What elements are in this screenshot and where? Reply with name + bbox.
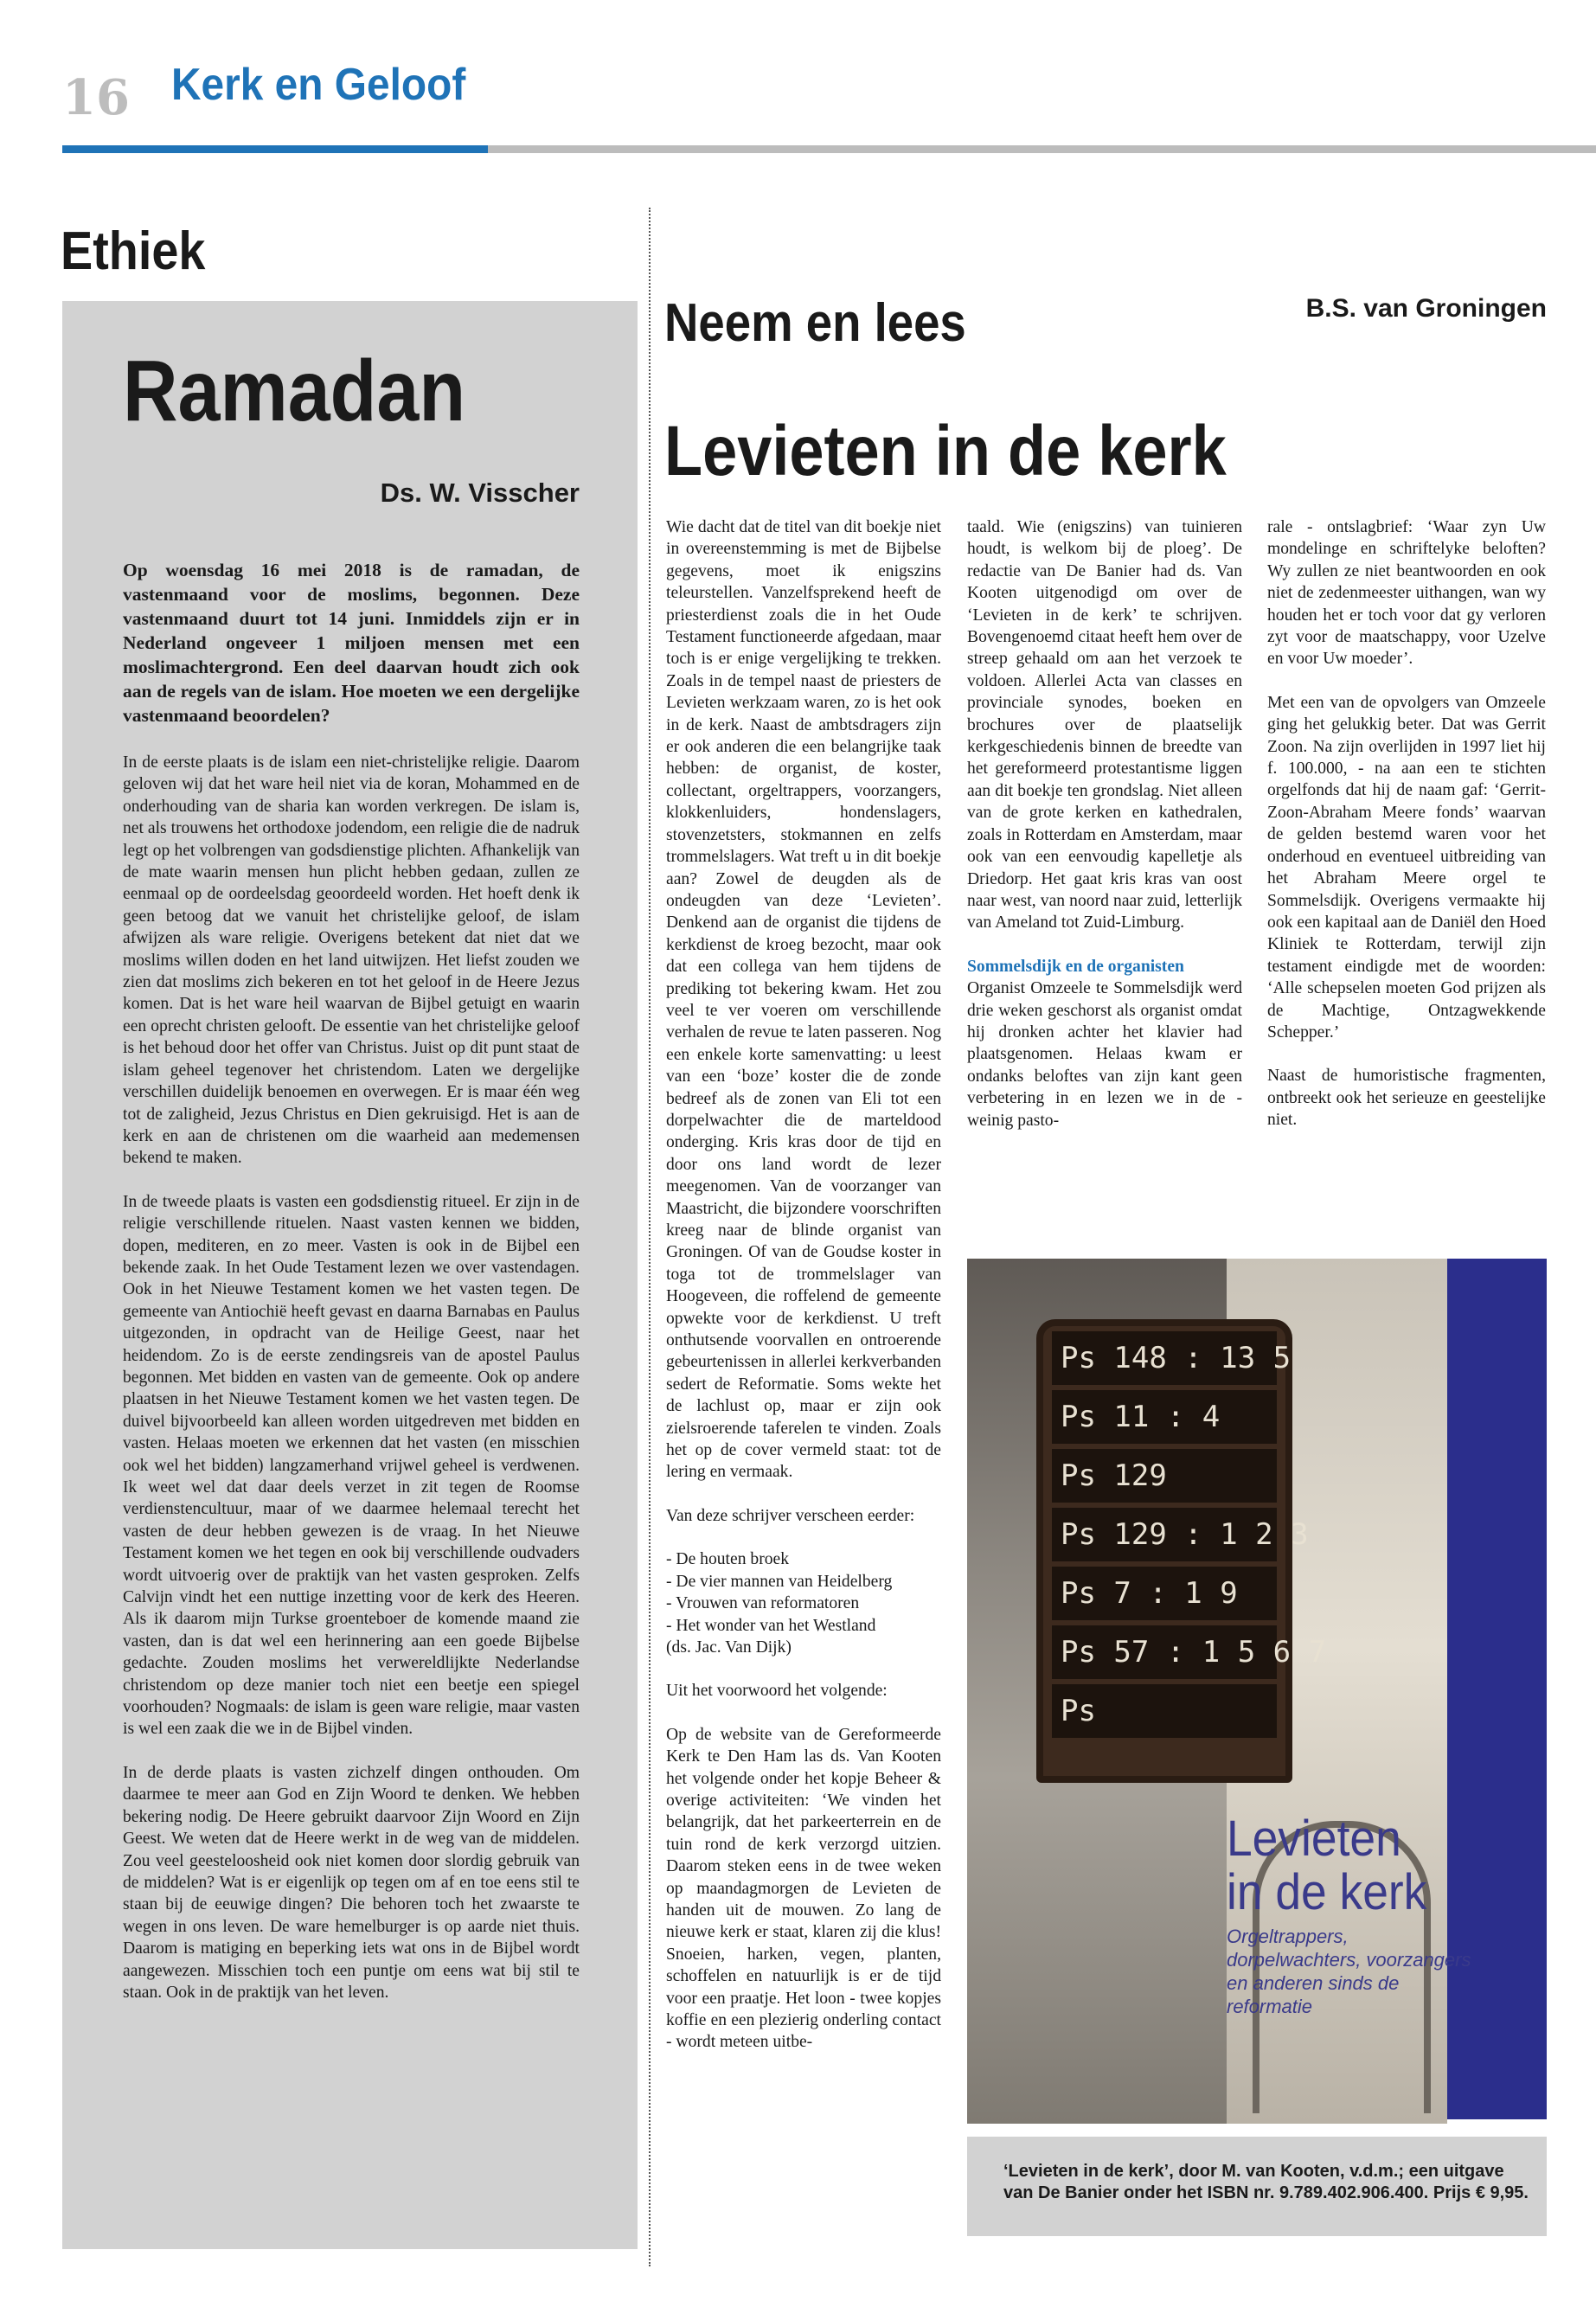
article-author-ramadan: Ds. W. Visscher [380,478,580,508]
book-item: - De vier mannen van Heidelberg [666,1572,893,1591]
levieten-column-3 [1267,516,1546,1153]
ethiek-paragraph: In de eerste plaats is de islam een niet-christelijke religie. Daarom geloven wij dat het ware heil niet via de koran, Mohammed en de onderhouding van de sharia kan worden verkregen. De islam is, net als trouwens het orthodoxe jodendom, een religie die de nadruk legt op het volbrengen van godsdienstige plichten. Afhankelijk van de mate waarin mensen hun plicht hebben gedaan, zullen ze eenmaal op de oordeelsdag geoordeeld worden. Het hoeft denk ik geen betoog dat we vanuit het christelijke geloof, de islam afwijzen als ware religie. Overigens betekent dat niet dat we moslims willen doden en het land uitwijzen. Het liefst zouden we zien dat moslims zich bekeren en tot het geloof in de Heere Jezus komen. Dat is het ware heil waarvan de Bijbel getuigt en waarin een oprecht christen gelooft. De essentie van het christelijke geloof is het behoud door het offer van Christus. Juist op dit punt staat de islam geheel tegenover het christendom. Laten we dergelijke verschillen duidelijk benoemen en overwegen. Er is maar één weg tot de zaligheid, Jezus Christus en Dien gekruisigd. Het is aan de kerk en aan de christenen om die waarheid aan medemensen bekend te maken. [123,753,580,1168]
levieten-paragraph: rale - ontslagbrief: ‘Waar zyn Uw mondelinge en schriftelyke beloften? Wy zullen ze niet beantwoorden en ook niet de zedenmeester uithangen, wan wy houden het er toch voor dat gy verloren zyt voor de maatschappy, voor Uzelve en voor Uw moeder’. [1267,518,1546,669]
article-author-levieten: B.S. van Groningen [1305,294,1547,323]
psalm-board [1036,1319,1327,1783]
psalm-row: Ps 148 : 13 5 [1052,1331,1277,1385]
book-cover-image [967,1259,1547,2119]
subhead-text: Sommelsdijk en de organisten [967,957,1184,976]
header-rule [488,145,1596,153]
ethiek-paragraph: In de derde plaats is vasten zichzelf dingen onthouden. Om daarmee te meer aan God en Zijn Woord te denken. We hebben bekering nodig. De Heere gebruikt daarvoor Zijn Woord en Zijn Geest. We weten dat de Heere werkt in de weg van de middelen. Zou veel geesteloosheid ook niet komen door slordig gebruik van de middelen? Wat is er eigenlijk op tegen om af en toe eens stil te staan bij de eeuwige dingen? Die behoren toch het zwaarste te wegen in ons leven. De ware hemelburger is op aarde niet thuis. Daarom is matiging en beperking iets wat ons in de Bijbel wordt aangewezen. Misschien toch een puntje om eens wat bij stil te staan. Ook in de praktijk van het leven. [123,1763,580,2002]
levieten-paragraph: Uit het voorwoord het volgende: [666,1682,888,1701]
book-list [666,1548,941,1658]
levieten-paragraph: Wie dacht dat de titel van dit boekje niet in overeenstemming is met de Bijbelse gegevens, moet ik enigszins teleurstellen. Vanzelfsprekend heeft de priesterdienst zoals die in het Oude Testament functioneerde afgedaan, maar toch is er enige vergelijking te trekken. Zoals in de tempel naast de priesters de Levieten werkzaam waren, zo is het ook in de kerk. Naast de ambtsdragers zijn er ook anderen die een belangrijke taak hebben: de organist, de koster, collectant, orgeltrappers, voorzangers, klokkenluiders, hondenslagers, stovenzetsters, stokmannen en zelfs trommelslagers. Wat treft u in dit boekje aan? Zowel de deugden als de ondeugden van deze ‘Levieten’. Denkend aan de organist die tijdens de kerkdienst de kroeg bezocht, maar ook dat een collega van hem tijdens de prediking tot bekering kwam. Het zou veel te ver voeren om verschillende verhalen de revue te laten passeren. Nog een enkele korte samenvatting: u leest van een ‘boze’ koster die de zonde bedreef als de zonen van Eli tot een dorpelwachter die de marteldood onderging. Kris kras door de tijd en door ons land wordt de lezer meegenomen. Van de voorzanger van Maastricht, die bijzondere voorschriften kreeg naar de blinde organist van Groningen. Of van de Goudse koster in toga tot de trommelslager van Hoogeveen, die roffelend de gemeente opwekte voor de kerkdienst. U treft onthutsende voorvallen en ontroerende gebeurtenissen in allerlei kerkverbanden sedert de Reformatie. Soms wekte het de lachlust op, maar er zijn ook zielsroerende taferelen te vinden. Zoals het op de cover vermeld staat: tot de lering en vermaak. [666,518,941,1482]
levieten-paragraph: Naast de humoristische fragmenten, ontbreekt ook het serieuze en geestelijke niet. [1267,1067,1546,1130]
psalm-row: Ps 129 : 1 2 3 [1052,1508,1277,1561]
levieten-paragraph: Met een van de opvolgers van Omzeele ging het gelukkig beter. Dat was Gerrit Zoon. Na zijn overlijden in 1997 liet hij f. 100.000, - na aan een te stichten orgelfonds dat hij de naam gaf: ‘Gerrit-Zoon-Abraham Meere fonds’ waarvan de gelden bestemd waren voor het onderhoud en eventueel uitbreiding van het Abraham Meere orgel te Sommelsdijk. Overigens vermaakte hij ook een kapitaal aan de Daniël den Hoed Kliniek te Rotterdam, terwijl zijn testament eindigde met de woorden: ‘Alle schepselen moeten God prijzen als de Machtige, Ontzagwekkende Schepper.’ [1267,693,1546,1042]
levieten-paragraph: Van deze schrijver verscheen eerder: [666,1506,915,1525]
levieten-paragraph: Organist Omzeele te Sommelsdijk werd drie weken geschorst als organist omdat hij dronken achter het klavier had plaatsgenomen. Helaas kwam er ondanks beloftes van zijn kant geen verbetering in en lezen we in de - weinig pasto- [967,979,1242,1130]
book-item: (ds. Jac. Van Dijk) [666,1638,792,1657]
cover-title-line: in de kerk [1227,1864,1427,1920]
header-rule-accent [62,145,488,153]
article-title-levieten: Levieten in de kerk [664,412,1227,490]
psalm-row: Ps 57 : 1 5 6 7 [1052,1625,1277,1679]
section-title: Kerk en Geloof [171,60,466,110]
book-item: - Vrouwen van reformatoren [666,1594,860,1613]
psalm-row: Ps 11 : 4 [1052,1390,1277,1444]
levieten-paragraph: Op de website van de Gereformeerde Kerk te Den Ham las ds. Van Kooten het volgende onder het kopje Beheer & overige activiteiten: ‘We vinden het belangrijk, dat het parkeerterrein en de tuin rond de kerk verzorgd uitzien. Daarom steken eens in de twee weken op maandagmorgen de Levieten de handen uit de mouwen. Zo lang de nieuwe kerk er staat, klaren zij die klus! Snoeien, harken, vegen, planten, schoffelen en natuurlijk is er de tijd voor een praatje. Het loon - twee kopjes koffie en een plezierig onderling contact - wordt meteen uitbe- [666,1725,941,2052]
cover-caption: ‘Levieten in de kerk’, door M. van Kooten, v.d.m.; een uitgave van De Banier onder het ISBN nr. 9.789.402.906.400. Prijs € 9,95. [1003,2162,1529,2202]
ethiek-lead: Op woensdag 16 mei 2018 is de ramadan, de vastenmaand voor de moslims, begonnen. Deze vastenmaand duurt tot 14 juni. Inmiddels zijn er in Nederland ongeveer 1 miljoen mensen met een moslimachtergrond. Een deel daarvan houdt zich ook aan de regels van de islam. Hoe moeten we een dergelijke vastenmaand beoordelen? [123,560,580,726]
book-item: - De houten broek [666,1550,790,1569]
psalm-row: Ps 129 [1052,1449,1277,1503]
rubric-neem-en-lees: Neem en lees [664,293,966,353]
cover-caption-box [967,2137,1547,2236]
psalm-row: Ps [1052,1684,1277,1738]
psalm-row: Ps 7 : 1 9 [1052,1567,1277,1620]
levieten-column-1 [666,516,941,2075]
cover-title-line: Levieten [1227,1811,1401,1867]
levieten-paragraph: taald. Wie (enigszins) van tuinieren houdt, is welkom bij de ploeg’. De redactie van De Banier had ds. Van Kooten uitgenodigd om over de ‘Levieten in de kerk’ te schrijven. Bovengenoemd citaat heeft hem over de streep gehaald om aan het verzoek te voldoen. Allerlei Acta van classes en provinciale synodes, boeken en brochures over de plaatselijk kerkgeschiedenis binnen de breedte van het gereformeerd protestantisme liggen aan dit boekje ten grondslag. Niet alleen van de grote kerken en kathedralen, zoals in Rotterdam en Amsterdam, maar ook van een eenvoudig kapelletje als Driedorp. Het gaat kris kras van oost naar west, van noord naar zuid, letterlijk van Ameland tot Zuid-Limburg. [967,518,1242,933]
cover-title [1227,1812,1426,1920]
page-number: 16 [62,69,130,126]
column-divider [649,208,651,2266]
rubric-ethiek: Ethiek [61,221,206,281]
levieten-column-2 [967,516,1242,1153]
cover-subtitle: Orgeltrappers, dorpelwachters, voorzangers en anderen sinds de reformatie [1227,1926,1471,2017]
ethiek-paragraph: In de tweede plaats is vasten een godsdienstig ritueel. Er zijn in de religie verschillende rituelen. Naast vasten kennen we bidden, dopen, mediteren, en zo meer. Vasten is ook in de Bijbel een bekende zaak. In het Oude Testament lezen we over vastendagen. Ook in het Nieuwe Testament komen we het vasten tegen. De gemeente van Antiochië heeft gevast en daarna Barnabas en Paulus uitgezonden, in opdracht van de Heilige Geest, naar het heidendom. Zo is de eerste zendingsreis van de apostel Paulus begonnen. Met bidden en vasten van de gemeente. Ook op andere plaatsen in het Nieuwe Testament komen we het vasten tegen. De duivel bijvoorbeeld kan alleen worden uitgedreven met bidden en vasten. Helaas moeten we erkennen dat het vasten (en misschien ook wel het bidden) langzamerhand vrijwel geheel is verdwenen. Ik weet wel dat daar deels verzet in zit tegen de Roomse verdienstencultuur, maar of we daarmee helemaal terecht het vasten de deur hebben gewezen is de vraag. In het Nieuwe Testament komen we het tegen en ook bij verschillende oudvaders wordt uitvoerig over de praktijk van het vasten gesproken. Zelfs Calvijn vindt het een nuttige inzetting voor de kerk des Heeren. Als ik daarom mijn Turkse groenteboer de komende maand zie vasten, dan is dat wel een herinnering aan een goede Bijbelse gedachte. Zouden moslims het verwereldlijkte Nederlandse christendom op deze manier toch niet een beetje een spiegel voorhouden? Nogmaals: de islam is geen ware religie, maar vasten is wel een zaak die we in de Bijbel vinden. [123,1192,580,1739]
book-item: - Het wonder van het Westland [666,1616,876,1635]
subhead-sommelsdijk [967,956,1242,977]
ethiek-body [123,558,580,2025]
article-title-ramadan: Ramadan [123,343,466,439]
